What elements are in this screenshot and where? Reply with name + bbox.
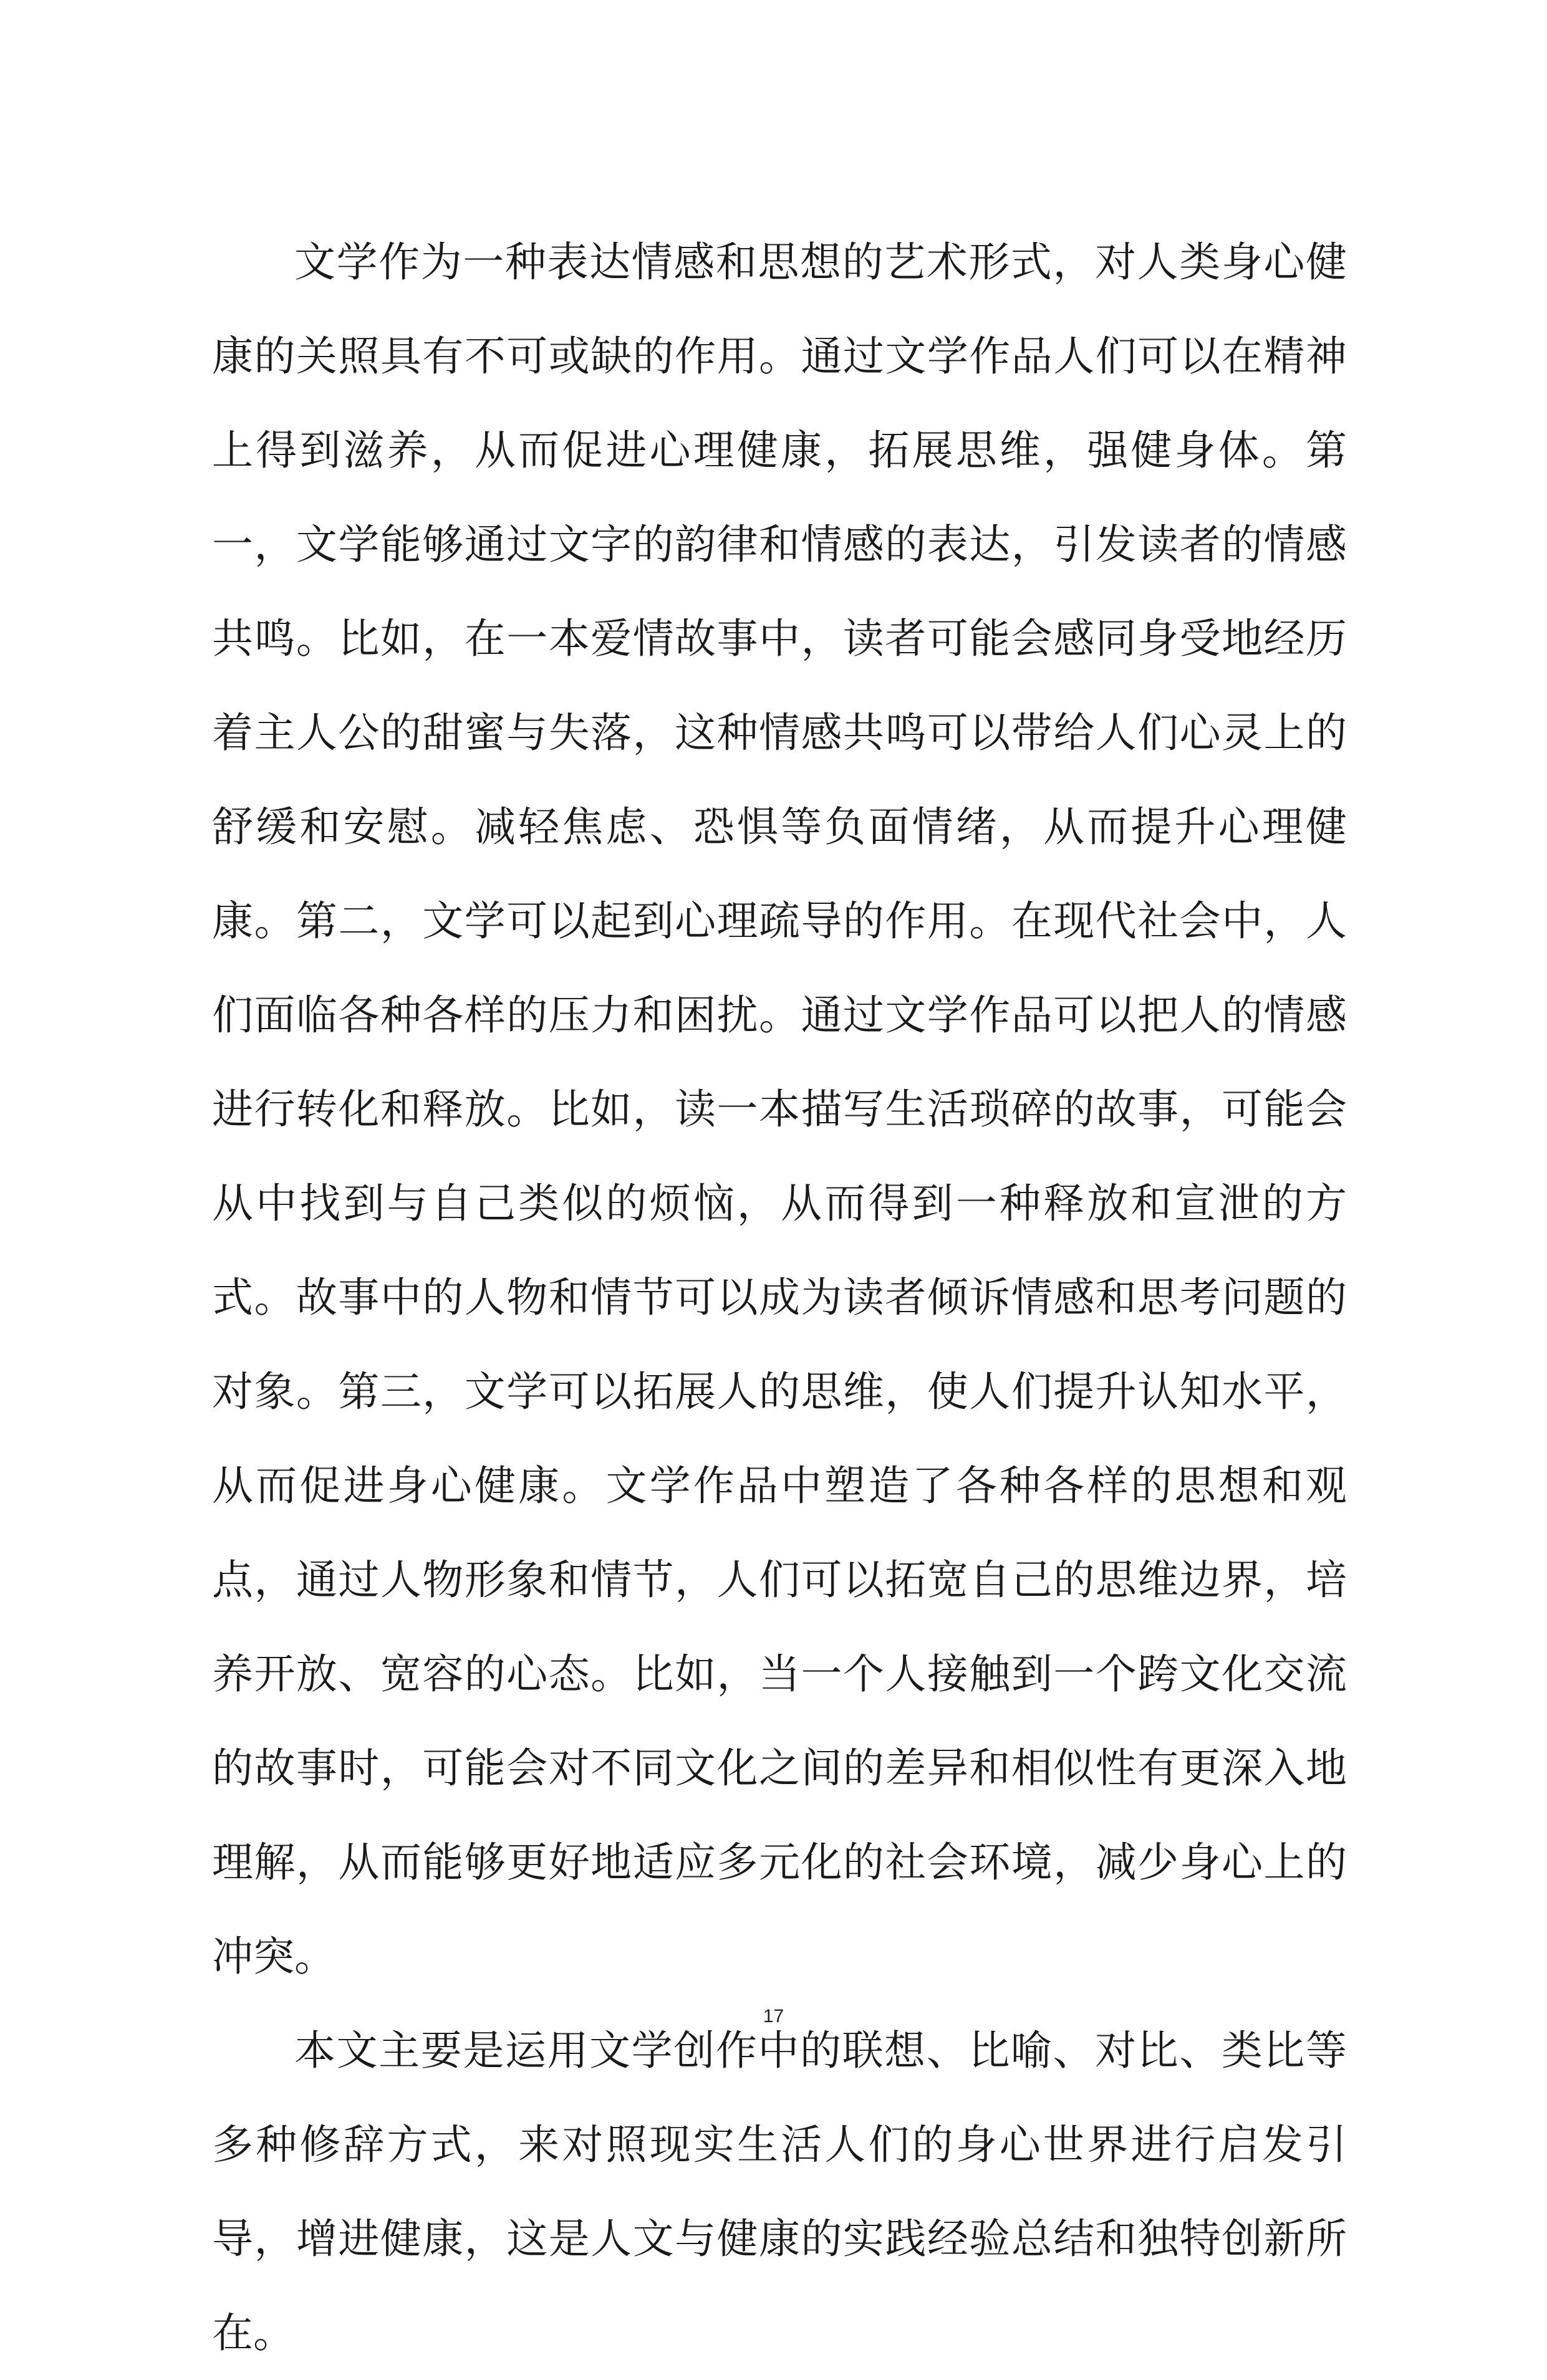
paragraph-2: 本文主要是运用文学创作中的联想、比喻、对比、类比等多种修辞方式，来对照现实生活人们的身心世界进行启发引导，增进健康，这是人文与健康的实践经验总结和独特创新所在。 — [212, 2027, 1347, 2357]
body-text — [212, 215, 1347, 2380]
paragraph-1: 文学作为一种表达情感和思想的艺术形式，对人类身心健康的关照具有不可或缺的作用。通过文学作品人们可以在精神上得到滋养，从而促进心理健康，拓展思维，强健身体。第一，文学能够通过文字的韵律和情感的表达，引发读者的情感共鸣。比如，在一本爱情故事中，读者可能会感同身受地经历着主人公的甜蜜与失落，这种情感共鸣可以带给人们心灵上的舒缓和安慰。减轻焦虑、恐惧等负面情绪，从而提升心理健康。第二，文学可以起到心理疏导的作用。在现代社会中，人们面临各种各样的压力和困扰。通过文学作品可以把人的情感进行转化和释放。比如，读一本描写生活琐碎的故事，可能会从中找到与自己类似的烦恼，从而得到一种释放和宣泄的方式。故事中的人物和情节可以成为读者倾诉情感和思考问题的对象。第三，文学可以拓展人的思维，使人们提升认知水平，从而促进身心健康。文学作品中塑造了各种各样的思想和观点，通过人物形象和情节，人们可以拓宽自己的思维边界，培养开放、宽容的心态。比如，当一个人接触到一个跨文化交流的故事时，可能会对不同文化之间的差异和相似性有更深入地理解，从而能够更好地适应多元化的社会环境，减少身心上的冲突。 — [212, 238, 1347, 1980]
page-number: 17 — [763, 2006, 784, 2027]
